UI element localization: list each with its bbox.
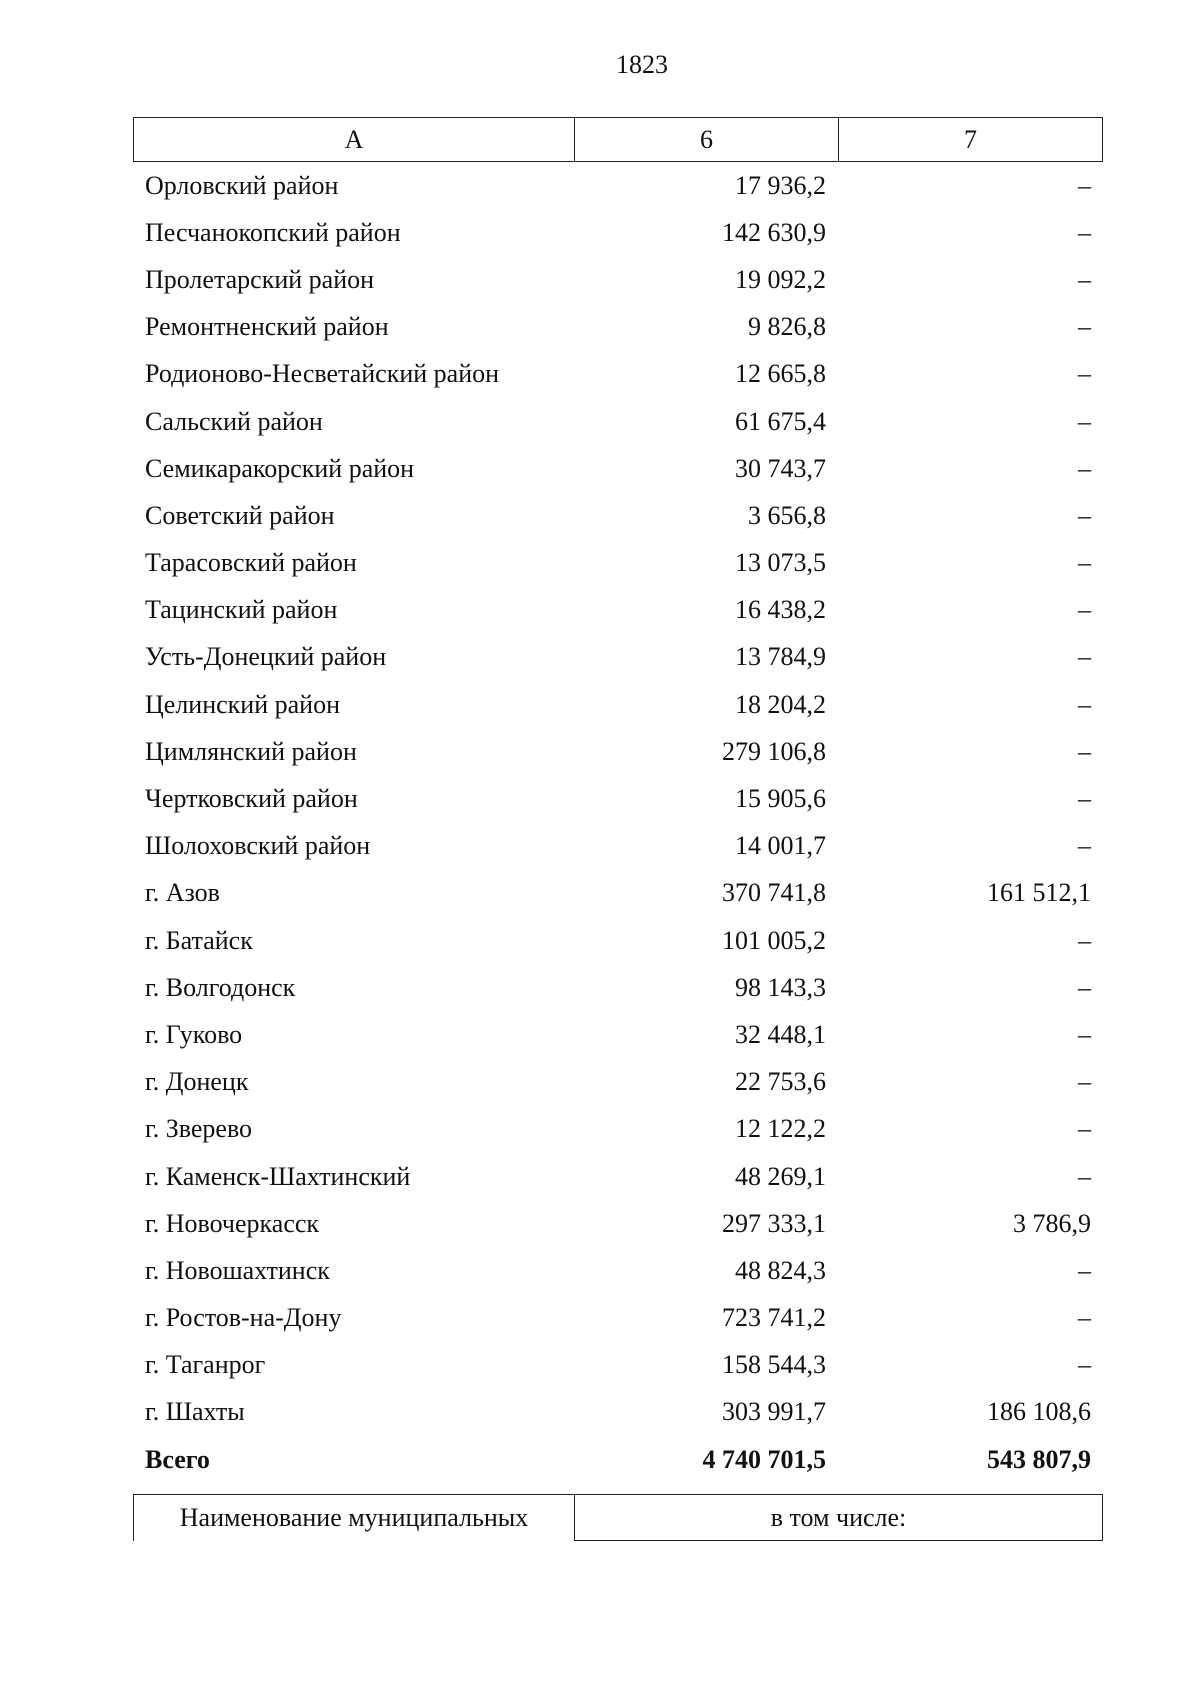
header-col-a: А — [134, 118, 575, 161]
row-name: г. Азов — [145, 878, 220, 908]
row-value-7: – — [1078, 595, 1091, 625]
row-name: Усть-Донецкий район — [145, 642, 387, 672]
row-value-6: 61 675,4 — [735, 406, 826, 436]
total-row — [133, 1436, 1103, 1483]
table-row — [133, 1342, 1103, 1389]
row-value-6: 12 665,8 — [735, 359, 826, 389]
table-row — [133, 728, 1103, 775]
table-row — [133, 634, 1103, 681]
row-value-6: 723 741,2 — [722, 1303, 826, 1333]
row-name: г. Волгодонск — [145, 972, 296, 1002]
row-value-6: 48 824,3 — [735, 1255, 826, 1285]
row-name: Цимлянский район — [145, 736, 357, 766]
row-name: Родионово-Несветайский район — [145, 359, 500, 389]
row-name: Семикаракорский район — [145, 453, 415, 483]
row-name: г. Гуково — [145, 1019, 243, 1049]
row-value-7: – — [1078, 548, 1091, 578]
row-value-7: – — [1078, 642, 1091, 672]
row-value-7: – — [1078, 406, 1091, 436]
row-value-7: – — [1078, 784, 1091, 814]
row-value-6: 30 743,7 — [735, 453, 826, 483]
row-value-6: 12 122,2 — [735, 1114, 826, 1144]
row-value-7: – — [1078, 689, 1091, 719]
row-name: г. Новочеркасск — [145, 1208, 320, 1238]
row-value-7: 186 108,6 — [987, 1397, 1091, 1427]
table-body — [133, 162, 1103, 1483]
row-value-6: 15 905,6 — [735, 784, 826, 814]
row-value-7: – — [1078, 170, 1091, 200]
row-value-7: – — [1078, 736, 1091, 766]
table-row — [133, 823, 1103, 870]
table-row — [133, 1106, 1103, 1153]
table-row — [133, 540, 1103, 587]
header-including: в том числе: — [575, 1495, 1102, 1541]
row-name: г. Ростов-на-Дону — [145, 1303, 342, 1333]
row-value-6: 32 448,1 — [735, 1019, 826, 1049]
table-row — [133, 162, 1103, 209]
table-row — [133, 587, 1103, 634]
row-value-7: – — [1078, 972, 1091, 1002]
total-label: Всего — [145, 1444, 210, 1474]
row-name: г. Донецк — [145, 1067, 249, 1097]
row-name: Шолоховский район — [145, 831, 371, 861]
row-value-6: 13 073,5 — [735, 548, 826, 578]
row-name: Советский район — [145, 500, 335, 530]
row-name: Тацинский район — [145, 595, 338, 625]
row-value-6: 14 001,7 — [735, 831, 826, 861]
row-value-7: – — [1078, 453, 1091, 483]
row-name: Пролетарский район — [145, 264, 375, 294]
row-value-7: – — [1078, 1303, 1091, 1333]
row-value-6: 279 106,8 — [722, 736, 826, 766]
row-name: Орловский район — [145, 170, 339, 200]
table-row — [133, 870, 1103, 917]
table-row — [133, 1389, 1103, 1436]
row-value-6: 101 005,2 — [722, 925, 826, 955]
row-value-7: – — [1078, 1350, 1091, 1380]
row-value-6: 9 826,8 — [748, 312, 826, 342]
row-value-6: 13 784,9 — [735, 642, 826, 672]
row-value-6: 303 991,7 — [722, 1397, 826, 1427]
row-value-7: 3 786,9 — [1013, 1208, 1091, 1238]
page-number: 1823 — [616, 50, 668, 79]
table-row — [133, 445, 1103, 492]
row-name: Песчанокопский район — [145, 217, 401, 247]
row-name: г. Зверево — [145, 1114, 253, 1144]
row-value-7: – — [1078, 1161, 1091, 1191]
row-value-6: 17 936,2 — [735, 170, 826, 200]
row-value-6: 158 544,3 — [722, 1350, 826, 1380]
row-name: г. Новошахтинск — [145, 1255, 330, 1285]
row-value-6: 19 092,2 — [735, 264, 826, 294]
table-header — [133, 117, 1103, 162]
row-value-6: 22 753,6 — [735, 1067, 826, 1097]
total-value-6: 4 740 701,5 — [702, 1444, 826, 1474]
row-name: Ремонтненский район — [145, 312, 389, 342]
table-row — [133, 1153, 1103, 1200]
table-row — [133, 209, 1103, 256]
row-value-7: – — [1078, 925, 1091, 955]
row-value-6: 297 333,1 — [722, 1208, 826, 1238]
table-row — [133, 964, 1103, 1011]
table-row — [133, 492, 1103, 539]
table-row — [133, 398, 1103, 445]
row-value-7: – — [1078, 359, 1091, 389]
row-value-7: 161 512,1 — [987, 878, 1091, 908]
header-col-7: 7 — [964, 124, 977, 154]
row-value-6: 370 741,8 — [722, 878, 826, 908]
row-value-6: 16 438,2 — [735, 595, 826, 625]
table-row — [133, 1059, 1103, 1106]
table-row — [133, 1295, 1103, 1342]
table-row — [133, 256, 1103, 303]
table-row — [133, 1247, 1103, 1294]
table-row — [133, 917, 1103, 964]
row-value-6: 98 143,3 — [735, 972, 826, 1002]
row-value-7: – — [1078, 831, 1091, 861]
row-value-6: 48 269,1 — [735, 1161, 826, 1191]
row-value-6: 18 204,2 — [735, 689, 826, 719]
row-value-7: – — [1078, 1019, 1091, 1049]
row-name: г. Таганрог — [145, 1350, 266, 1380]
row-value-7: – — [1078, 1255, 1091, 1285]
table-row — [133, 681, 1103, 728]
row-value-7: – — [1078, 312, 1091, 342]
table-row — [133, 351, 1103, 398]
row-name: Чертковский район — [145, 784, 358, 814]
row-name: г. Каменск-Шахтинский — [145, 1161, 411, 1191]
row-value-6: 142 630,9 — [722, 217, 826, 247]
table-row — [133, 775, 1103, 822]
header-col-6: 6 — [575, 118, 839, 161]
header-municipal-names: Наименование муниципальных — [134, 1495, 575, 1541]
row-value-7: – — [1078, 1067, 1091, 1097]
row-name: Целинский район — [145, 689, 340, 719]
row-name: Сальский район — [145, 406, 323, 436]
row-value-7: – — [1078, 264, 1091, 294]
row-name: г. Батайск — [145, 925, 253, 955]
row-name: Тарасовский район — [145, 548, 357, 578]
total-value-7: 543 807,9 — [987, 1444, 1091, 1474]
table-row — [133, 1011, 1103, 1058]
table-row — [133, 304, 1103, 351]
table-row — [133, 1200, 1103, 1247]
row-value-7: – — [1078, 1114, 1091, 1144]
row-value-7: – — [1078, 217, 1091, 247]
row-value-7: – — [1078, 500, 1091, 530]
row-value-6: 3 656,8 — [748, 500, 826, 530]
row-name: г. Шахты — [145, 1397, 245, 1427]
next-table-header — [133, 1494, 1103, 1541]
